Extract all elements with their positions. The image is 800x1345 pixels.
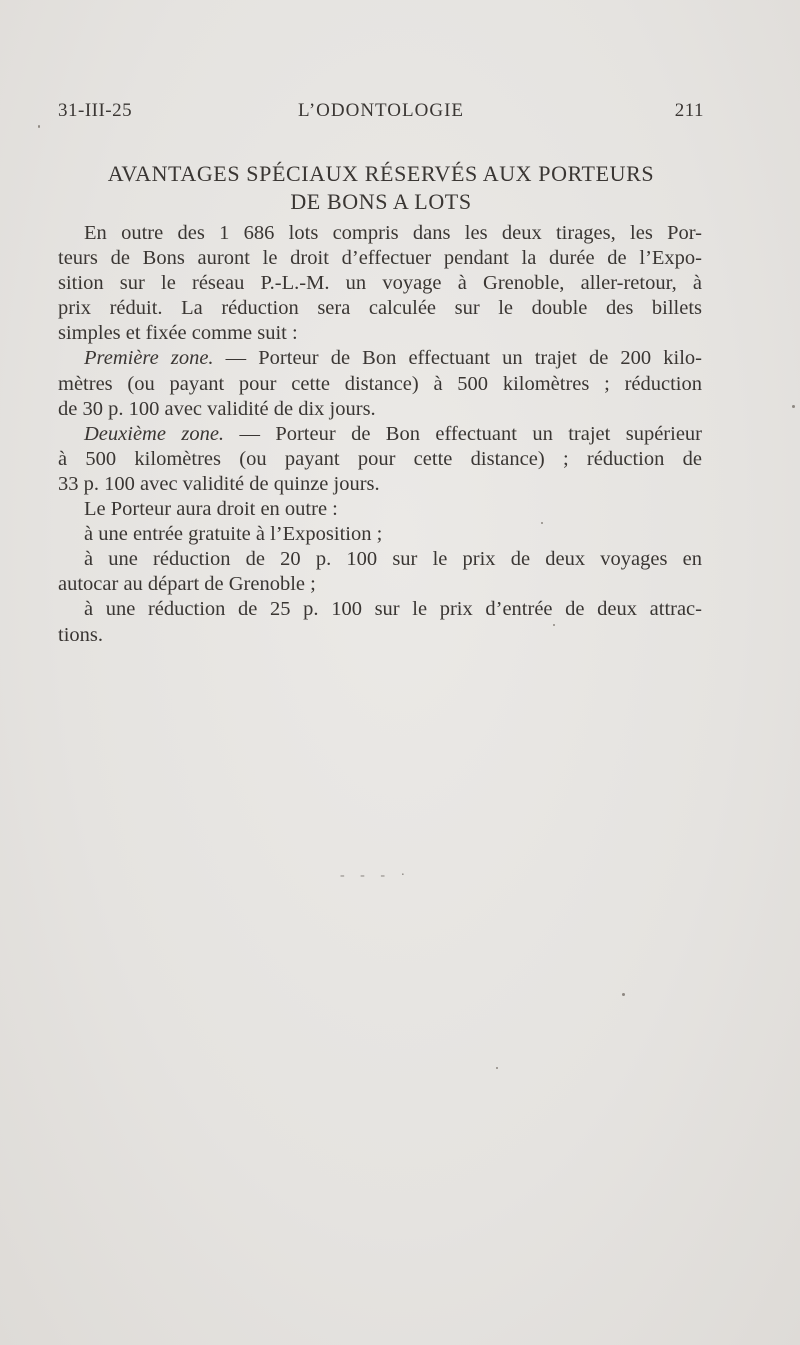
paper-speck — [496, 1067, 498, 1069]
paragraph-2-line-1-text: — Porteur de Bon effectuant un trajet de 200 kilo- — [213, 347, 702, 370]
paragraph-6-line-2: autocar au départ de Grenoble ; — [58, 573, 316, 596]
header-date: 31-III-25 — [58, 100, 133, 121]
paragraph-1-line-5: simples et fixée comme suit : — [58, 322, 298, 345]
paper-speck — [622, 993, 625, 996]
paper-speck — [541, 522, 543, 524]
paragraph-1-line-2: teurs de Bons auront le droit d’effectuer pendant la durée de l’Expo- — [58, 247, 702, 270]
article-title-line-1: AVANTAGES SPÉCIAUX RÉSERVÉS AUX PORTEURS — [107, 161, 655, 186]
header-journal-title: L’ODONTOLOGIE — [297, 100, 465, 121]
paragraph-7-line-2: tions. — [58, 623, 103, 646]
paper-speck — [553, 624, 555, 626]
paper-speck — [792, 405, 795, 408]
paragraph-4: Le Porteur aura droit en outre : — [84, 498, 338, 521]
paragraph-2-line-1 — [58, 346, 702, 371]
article-title — [58, 160, 704, 216]
paper-speck — [38, 125, 40, 128]
paragraph-1-line-3: sition sur le réseau P.-L.-M. un voyage à Grenoble, aller-retour, à — [58, 272, 702, 295]
zone-1-label: Première zone. — [84, 347, 214, 370]
paragraph-1-line-1: En outre des 1 686 lots compris dans les deux tirages, les Por- — [84, 222, 702, 244]
article-title-line-2: DE BONS A LOTS — [290, 189, 472, 214]
paragraph-1-line-4: prix réduit. La réduction sera calculée sur le double des billets — [58, 297, 702, 320]
page-blemish-marks: - - - · — [340, 868, 412, 883]
paragraph-2-line-2: mètres (ou payant pour cette distance) à 500 kilomètres ; réduction — [58, 372, 702, 395]
paragraph-3-line-3: 33 p. 100 avec validité de quinze jours. — [58, 472, 380, 495]
page-number: 211 — [674, 100, 704, 121]
article-body — [58, 221, 702, 648]
paragraph-2-line-3: de 30 p. 100 avec validité de dix jours. — [58, 397, 376, 420]
paragraph-3-line-2: à 500 kilomètres (ou payant pour cette distance) ; réduction de — [58, 447, 702, 470]
paragraph-3-line-1 — [58, 422, 702, 447]
paragraph-6-line-1: à une réduction de 20 p. 100 sur le prix de deux voyages en — [84, 548, 702, 571]
zone-2-label: Deuxième zone. — [84, 422, 225, 445]
running-head — [58, 100, 704, 130]
paragraph-3-line-1-text: — Porteur de Bon effectuant un trajet supérieur — [224, 422, 702, 445]
paragraph-7-line-1: à une réduction de 25 p. 100 sur le prix d’entrée de deux attrac- — [84, 598, 702, 621]
paragraph-5: à une entrée gratuite à l’Exposition ; — [84, 523, 383, 546]
